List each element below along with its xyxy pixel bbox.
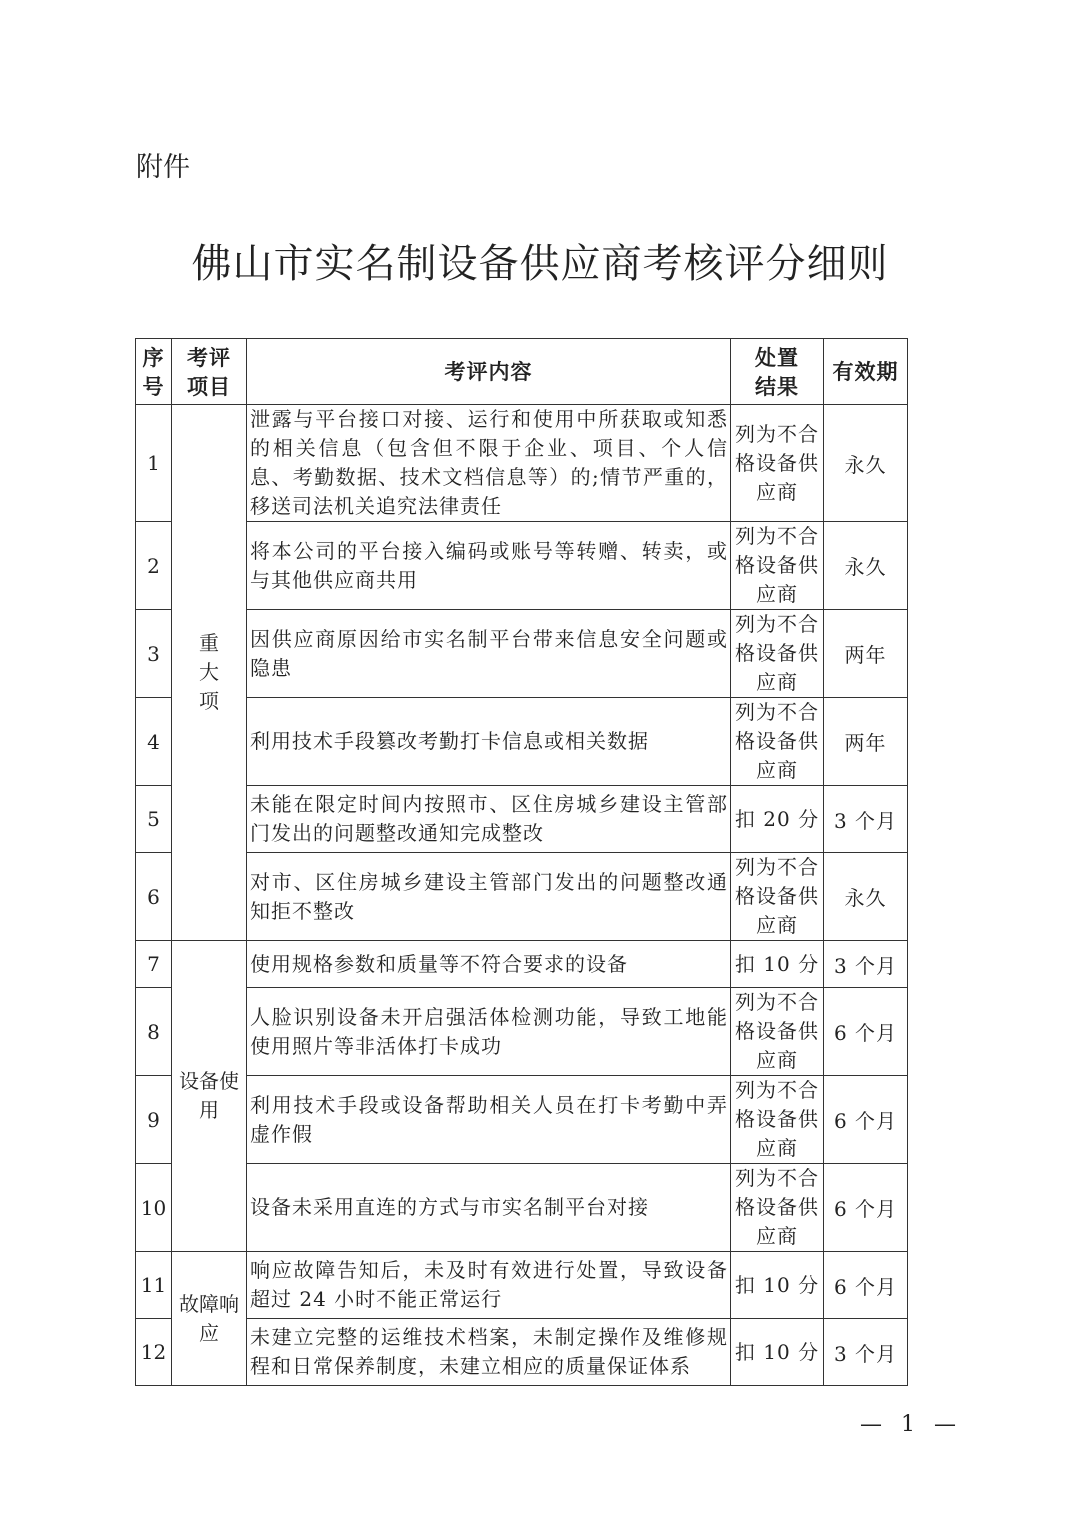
row-number: 2 bbox=[136, 522, 172, 610]
header-validity: 有效期 bbox=[824, 339, 908, 405]
validity-cell: 两年 bbox=[824, 698, 908, 786]
row-number: 6 bbox=[136, 853, 172, 941]
result-cell: 列为不合 格设备供 应商 bbox=[731, 988, 824, 1076]
table-row bbox=[136, 988, 908, 1076]
row-number: 12 bbox=[136, 1319, 172, 1386]
content-cell: 未建立完整的运维技术档案，未制定操作及维修规程和日常保养制度，未建立相应的质量保证体系 bbox=[247, 1319, 731, 1386]
row-number: 7 bbox=[136, 941, 172, 988]
validity-cell: 3 个月 bbox=[824, 786, 908, 853]
table-row bbox=[136, 405, 908, 522]
table-row bbox=[136, 698, 908, 786]
content-cell: 利用技术手段或设备帮助相关人员在打卡考勤中弄虚作假 bbox=[247, 1076, 731, 1164]
result-cell: 扣 10 分 bbox=[731, 1319, 824, 1386]
attachment-label: 附件 bbox=[136, 152, 190, 183]
table-header-row bbox=[136, 339, 908, 405]
table-row bbox=[136, 1252, 908, 1319]
header-result: 处置 结果 bbox=[731, 339, 824, 405]
table-row bbox=[136, 853, 908, 941]
content-cell: 泄露与平台接口对接、运行和使用中所获取或知悉的相关信息（包含但不限于企业、项目、个人信息、考勤数据、技术文档信息等）的;情节严重的，移送司法机关追究法律责任 bbox=[247, 405, 731, 522]
result-cell: 扣 10 分 bbox=[731, 1252, 824, 1319]
row-number: 11 bbox=[136, 1252, 172, 1319]
table-row bbox=[136, 786, 908, 853]
validity-cell: 6 个月 bbox=[824, 1164, 908, 1252]
content-cell: 将本公司的平台接入编码或账号等转赠、转卖，或与其他供应商共用 bbox=[247, 522, 731, 610]
table-row bbox=[136, 1319, 908, 1386]
table-row bbox=[136, 522, 908, 610]
row-number: 8 bbox=[136, 988, 172, 1076]
result-cell: 列为不合 格设备供 应商 bbox=[731, 853, 824, 941]
validity-cell: 6 个月 bbox=[824, 1252, 908, 1319]
validity-cell: 3 个月 bbox=[824, 941, 908, 988]
header-category: 考评 项目 bbox=[172, 339, 247, 405]
content-cell: 设备未采用直连的方式与市实名制平台对接 bbox=[247, 1164, 731, 1252]
result-cell: 列为不合 格设备供 应商 bbox=[731, 522, 824, 610]
row-number: 1 bbox=[136, 405, 172, 522]
validity-cell: 6 个月 bbox=[824, 1076, 908, 1164]
row-number: 3 bbox=[136, 610, 172, 698]
validity-cell: 永久 bbox=[824, 522, 908, 610]
table-row bbox=[136, 1076, 908, 1164]
page-number: — 1 — bbox=[860, 1412, 962, 1437]
validity-cell: 永久 bbox=[824, 853, 908, 941]
content-cell: 人脸识别设备未开启强活体检测功能，导致工地能使用照片等非活体打卡成功 bbox=[247, 988, 731, 1076]
result-cell: 列为不合 格设备供 应商 bbox=[731, 1164, 824, 1252]
content-cell: 使用规格参数和质量等不符合要求的设备 bbox=[247, 941, 731, 988]
header-content: 考评内容 bbox=[247, 339, 731, 405]
result-cell: 扣 20 分 bbox=[731, 786, 824, 853]
row-number: 10 bbox=[136, 1164, 172, 1252]
result-cell: 列为不合 格设备供 应商 bbox=[731, 698, 824, 786]
result-cell: 扣 10 分 bbox=[731, 941, 824, 988]
row-number: 4 bbox=[136, 698, 172, 786]
validity-cell: 3 个月 bbox=[824, 1319, 908, 1386]
result-cell: 列为不合 格设备供 应商 bbox=[731, 610, 824, 698]
validity-cell: 6 个月 bbox=[824, 988, 908, 1076]
result-cell: 列为不合 格设备供 应商 bbox=[731, 1076, 824, 1164]
content-cell: 未能在限定时间内按照市、区住房城乡建设主管部门发出的问题整改通知完成整改 bbox=[247, 786, 731, 853]
table-row bbox=[136, 610, 908, 698]
table-row bbox=[136, 1164, 908, 1252]
document-title: 佛山市实名制设备供应商考核评分细则 bbox=[191, 241, 889, 287]
header-no: 序 号 bbox=[136, 339, 172, 405]
category-cell: 设备使 用 bbox=[172, 941, 247, 1252]
row-number: 5 bbox=[136, 786, 172, 853]
row-number: 9 bbox=[136, 1076, 172, 1164]
validity-cell: 永久 bbox=[824, 405, 908, 522]
content-cell: 因供应商原因给市实名制平台带来信息安全问题或隐患 bbox=[247, 610, 731, 698]
category-cell: 故障响 应 bbox=[172, 1252, 247, 1386]
content-cell: 对市、区住房城乡建设主管部门发出的问题整改通知拒不整改 bbox=[247, 853, 731, 941]
table-row bbox=[136, 941, 908, 988]
content-cell: 利用技术手段篡改考勤打卡信息或相关数据 bbox=[247, 698, 731, 786]
category-cell: 重 大 项 bbox=[172, 405, 247, 941]
validity-cell: 两年 bbox=[824, 610, 908, 698]
evaluation-table bbox=[135, 338, 908, 1386]
result-cell: 列为不合 格设备供 应商 bbox=[731, 405, 824, 522]
content-cell: 响应故障告知后，未及时有效进行处置，导致设备超过 24 小时不能正常运行 bbox=[247, 1252, 731, 1319]
